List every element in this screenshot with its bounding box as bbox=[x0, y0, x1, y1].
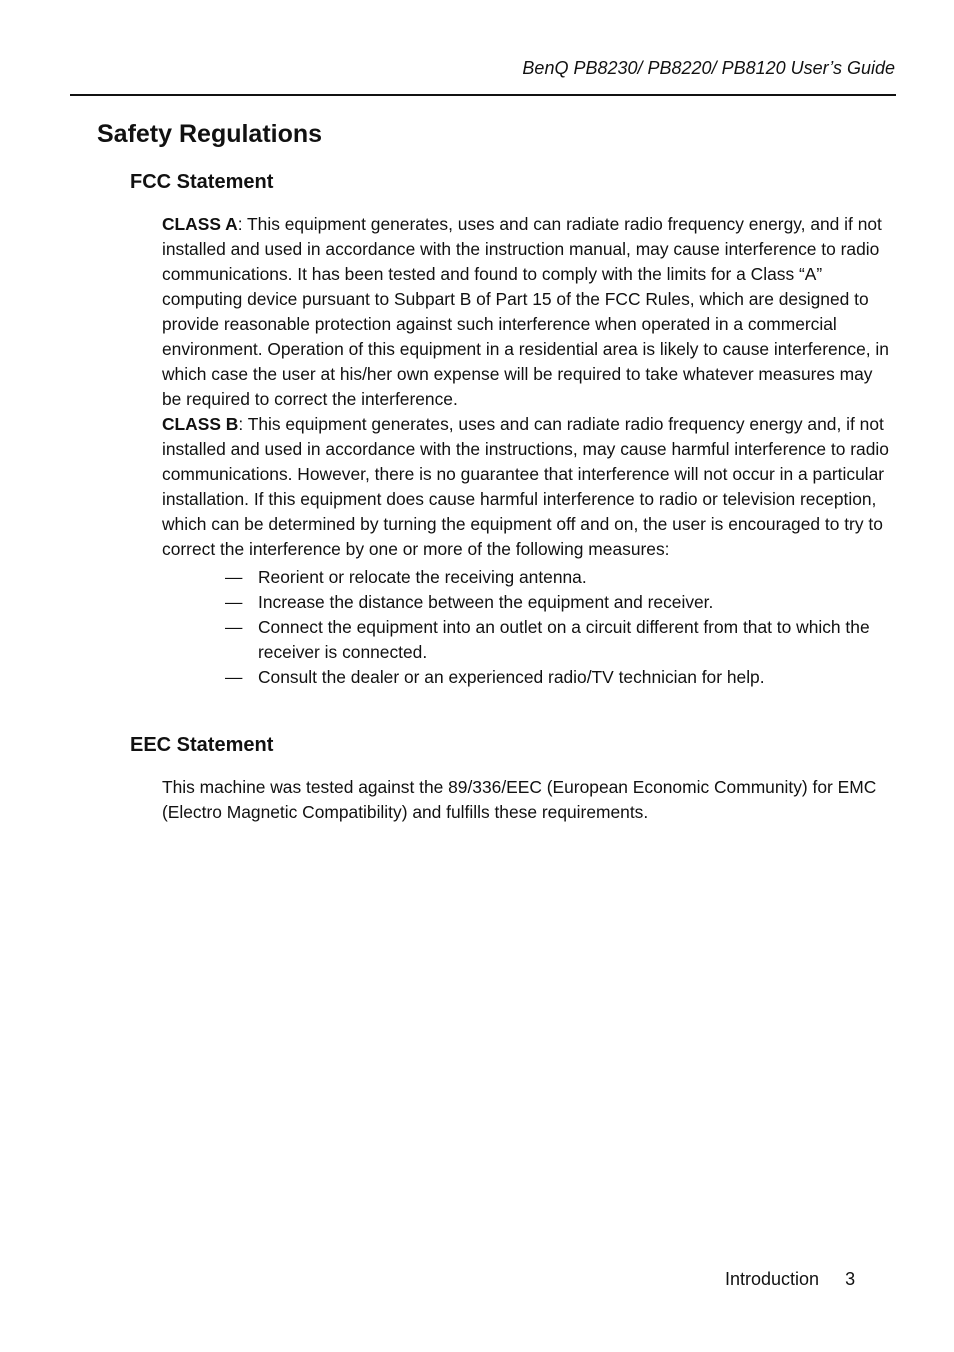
measure-text: Connect the equipment into an outlet on a circuit different from that to which the receiver is connected. bbox=[258, 617, 870, 662]
class-b-paragraph bbox=[162, 412, 892, 562]
list-item bbox=[162, 665, 892, 690]
measures-list bbox=[162, 565, 892, 690]
running-header: BenQ PB8230/ PB8220/ PB8120 User’s Guide bbox=[522, 58, 895, 78]
em-dash-bullet: — bbox=[225, 617, 243, 637]
list-item bbox=[162, 590, 892, 615]
fcc-statement-body bbox=[162, 212, 892, 690]
class-a-text: : This equipment generates, uses and can radiate radio frequency energy, and if not installed and used in accordance with the instruction manual, may cause interference to radio communications. It has been tested and found to comply with the limits for a Class “A” computing device pursuant to Subpart B of Part 15 of the FCC Rules, which are designed to provide reasonable protection against such interference when operated in a commercial environment. Operation of this equipment in a residential area is likely to cause interference, in which case the user at his/her own expense will be required to take whatever measures may be required to correct the interference. bbox=[162, 214, 889, 409]
eec-statement-body bbox=[162, 775, 892, 825]
class-b-text: : This equipment generates, uses and can radiate radio frequency energy and, if not installed and used in accordance with the instructions, may cause harmful interference to radio communications. However, there is no guarantee that interference will not occur in a particular installation. If this equipment does cause harmful interference to radio or television reception, which can be determined by turning the equipment off and on, the user is encouraged to try to correct the interference by one or more of the following measures: bbox=[162, 414, 889, 559]
measure-text: Reorient or relocate the receiving antenna. bbox=[258, 567, 587, 587]
page-footer bbox=[725, 1269, 855, 1290]
class-a-paragraph bbox=[162, 212, 892, 412]
fcc-statement-title: FCC Statement bbox=[130, 171, 274, 193]
measure-text: Increase the distance between the equipment and receiver. bbox=[258, 592, 714, 612]
class-a-label: CLASS A bbox=[162, 214, 238, 234]
measure-text: Consult the dealer or an experienced radio/TV technician for help. bbox=[258, 667, 765, 687]
eec-paragraph: This machine was tested against the 89/336/EEC (European Economic Community) for EMC (Electro Magnetic Compatibility) and fulfills these requirements. bbox=[162, 777, 877, 822]
page-number: 3 bbox=[845, 1269, 856, 1289]
eec-statement-title: EEC Statement bbox=[130, 734, 274, 756]
em-dash-bullet: — bbox=[225, 592, 243, 612]
section-title: Safety Regulations bbox=[97, 120, 323, 148]
em-dash-bullet: — bbox=[225, 567, 243, 587]
header-divider bbox=[70, 94, 896, 96]
footer-section-name: Introduction bbox=[725, 1269, 820, 1289]
list-item bbox=[162, 565, 892, 590]
class-b-label: CLASS B bbox=[162, 414, 239, 434]
em-dash-bullet: — bbox=[225, 667, 243, 687]
list-item bbox=[162, 615, 892, 665]
